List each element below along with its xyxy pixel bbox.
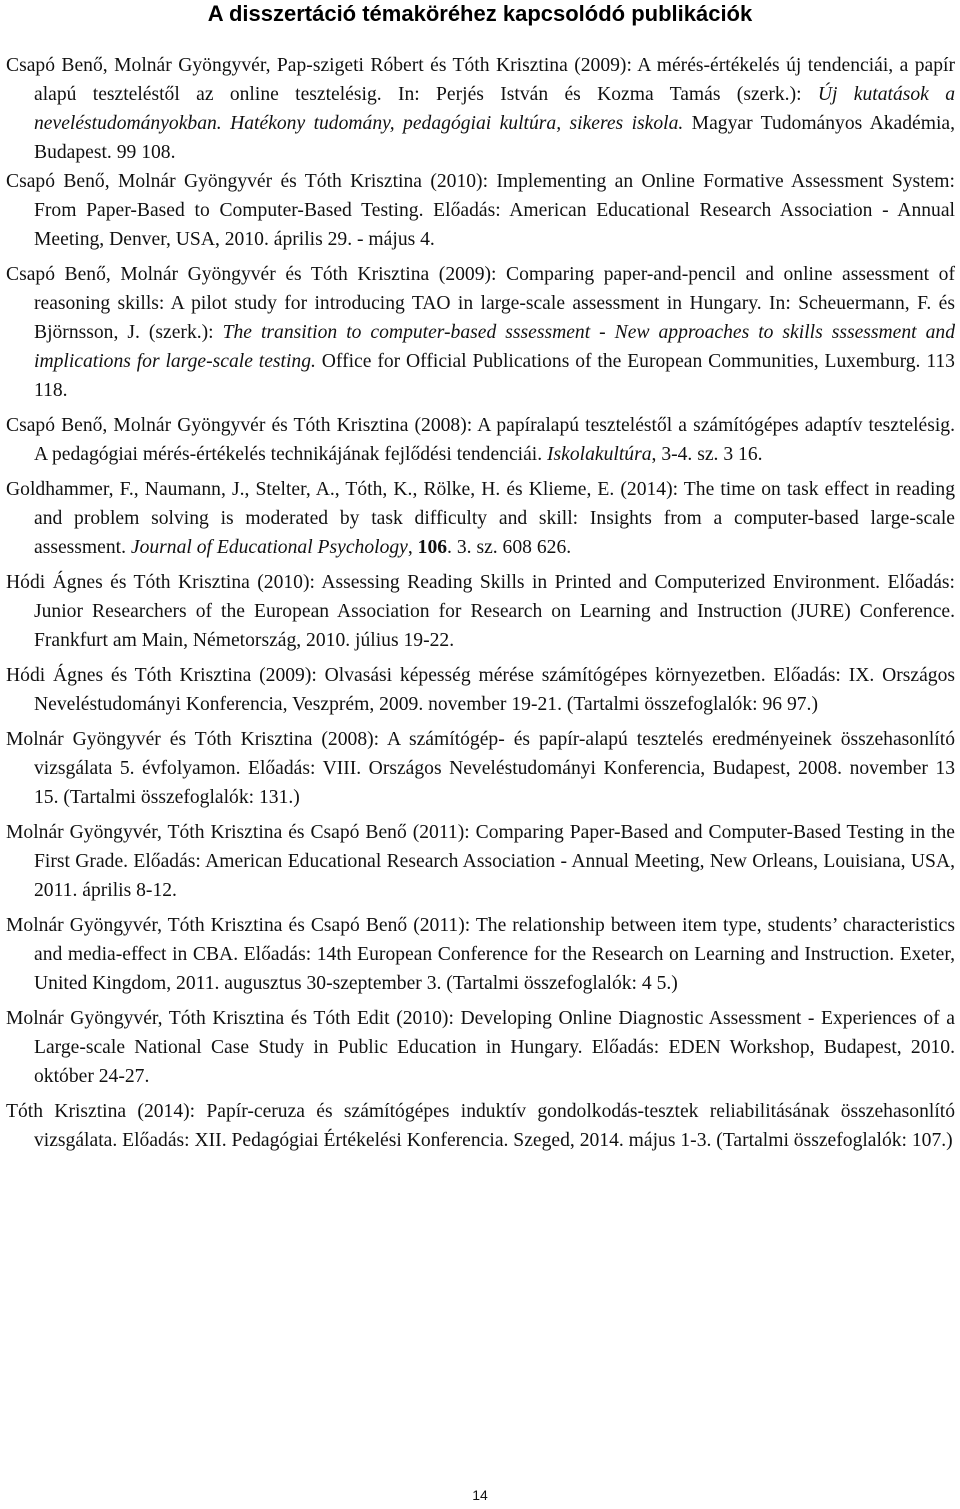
reference-text-tail-2: . 3. sz. 608 626. bbox=[447, 537, 572, 558]
reference-text-tail: , 3-4. sz. 3 16. bbox=[651, 444, 763, 465]
page-number: 14 bbox=[472, 1487, 488, 1503]
reference-text: Csapó Benő, Molnár Gyöngyvér és Tóth Krisztina (2009): Comparing paper-and-pencil and online assessment of reasoning skills: A pilot study for introducing TAO in large-scale assessment in Hungary. In: Scheuermann, F. és Björnsson, J. (szerk.): bbox=[6, 264, 955, 343]
reference-item bbox=[6, 51, 955, 167]
reference-text: Csapó Benő, Molnár Gyöngyvér, Pap-szigeti Róbert és Tóth Krisztina (2009): A mérés-értékelés új tendenciái, a papír alapú teszteléstől az online tesztelésig. In: Perjés István és Kozma Tamás (szerk.): bbox=[6, 55, 955, 105]
page-heading: A disszertáció témaköréhez kapcsolódó publikációk bbox=[207, 1, 753, 26]
reference-text-tail: , bbox=[407, 537, 418, 558]
reference-item bbox=[6, 167, 955, 254]
reference-item bbox=[6, 661, 955, 719]
reference-item bbox=[6, 475, 955, 562]
reference-title-italic: Új kutatások a neveléstudományokban. Hatékony tudomány, pedagógiai kultúra, sikeres iskola. bbox=[34, 84, 955, 134]
reference-text: Csapó Benő, Molnár Gyöngyvér és Tóth Krisztina (2010): Implementing an Online Formative Assessment System: From Paper-Based to Computer-Based Testing. Előadás: American Educational Research Association - Annual Meeting, Denver, USA, 2010. április 29. - május 4. bbox=[6, 171, 955, 250]
reference-text: Goldhammer, F., Naumann, J., Stelter, A., Tóth, K., Rölke, H. és Klieme, E. (2014): The time on task effect in reading and problem solving is moderated by task difficulty and skill: Insights from a computer-based large-scale assessment. bbox=[6, 479, 955, 558]
reference-item bbox=[6, 725, 955, 812]
reference-text: Molnár Gyöngyvér, Tóth Krisztina és Csapó Benő (2011): Comparing Paper-Based and Computer-Based Testing in the First Grade. Előadás: American Educational Research Association - Annual Meeting, New Orleans, Louisiana, USA, 2011. április 8-12. bbox=[6, 822, 955, 901]
reference-text: Csapó Benő, Molnár Gyöngyvér és Tóth Krisztina (2008): A papíralapú teszteléstől a számítógépes adaptív tesztelésig. A pedagógiai mérés-értékelés technikájának fejlődési tendenciái. bbox=[6, 415, 955, 465]
reference-text-tail: Office for Official Publications of the European Communities, Luxemburg. 113 118. bbox=[34, 351, 955, 401]
reference-text: Molnár Gyöngyvér és Tóth Krisztina (2008): A számítógép- és papír-alapú tesztelés eredményeinek összehasonlító vizsgálata 5. évfolyamon. Előadás: VIII. Országos Neveléstudományi Konferencia, Budapest, 2008. november 13 15. (Tartalmi összefoglalók: 131.) bbox=[6, 729, 955, 808]
reference-journal-italic: Iskolakultúra bbox=[547, 444, 652, 465]
reference-text: Molnár Gyöngyvér, Tóth Krisztina és Tóth Edit (2010): Developing Online Diagnostic Assessment - Experiences of a Large-scale National Case Study in Public Education in Hungary. Előadás: EDEN Workshop, Budapest, 2010. október 24-27. bbox=[6, 1008, 955, 1087]
reference-text: Hódi Ágnes és Tóth Krisztina (2009): Olvasási képesség mérése számítógépes környezetben. Előadás: IX. Országos Neveléstudományi Konferencia, Veszprém, 2009. november 19-21. (Tartalmi összefoglalók: 96 97.) bbox=[6, 665, 955, 715]
reference-text: Tóth Krisztina (2014): Papír-ceruza és számítógépes induktív gondolkodás-tesztek reliabilitásának összehasonlító vizsgálata. Előadás: XII. Pedagógiai Értékelési Konferencia. Szeged, 2014. május 1-3. (Tartalmi összefoglalók: 107.) bbox=[6, 1101, 955, 1151]
reference-text: Hódi Ágnes és Tóth Krisztina (2010): Assessing Reading Skills in Printed and Computerized Environment. Előadás: Junior Researchers of the European Association for Research on Learning and Instruction (JURE) Conference. Frankfurt am Main, Németország, 2010. július 19-22. bbox=[6, 572, 955, 651]
reference-item bbox=[6, 818, 955, 905]
reference-item bbox=[6, 1097, 955, 1155]
reference-journal-italic: Journal of Educational Psychology bbox=[130, 537, 408, 558]
reference-text: Molnár Gyöngyvér, Tóth Krisztina és Csapó Benő (2011): The relationship between item type, students’ characteristics and media-effect in CBA. Előadás: 14th European Conference for the Research on Learning and Instruction. Exeter, United Kingdom, 2011. augusztus 30-szeptember 3. (Tartalmi összefoglalók: 4 5.) bbox=[6, 915, 955, 994]
reference-item bbox=[6, 1004, 955, 1091]
reference-item bbox=[6, 411, 955, 469]
reference-item bbox=[6, 911, 955, 998]
reference-text-tail: Magyar Tudományos Akadémia, Budapest. 99 108. bbox=[34, 113, 955, 163]
reference-item bbox=[6, 568, 955, 655]
reference-title-italic: The transition to computer-based sssessment - New approaches to skills sssessment and implications for large-scale testing. bbox=[34, 322, 955, 372]
reference-item bbox=[6, 260, 955, 405]
reference-volume-bold: 106 bbox=[417, 537, 448, 558]
reference-list bbox=[6, 51, 955, 1161]
